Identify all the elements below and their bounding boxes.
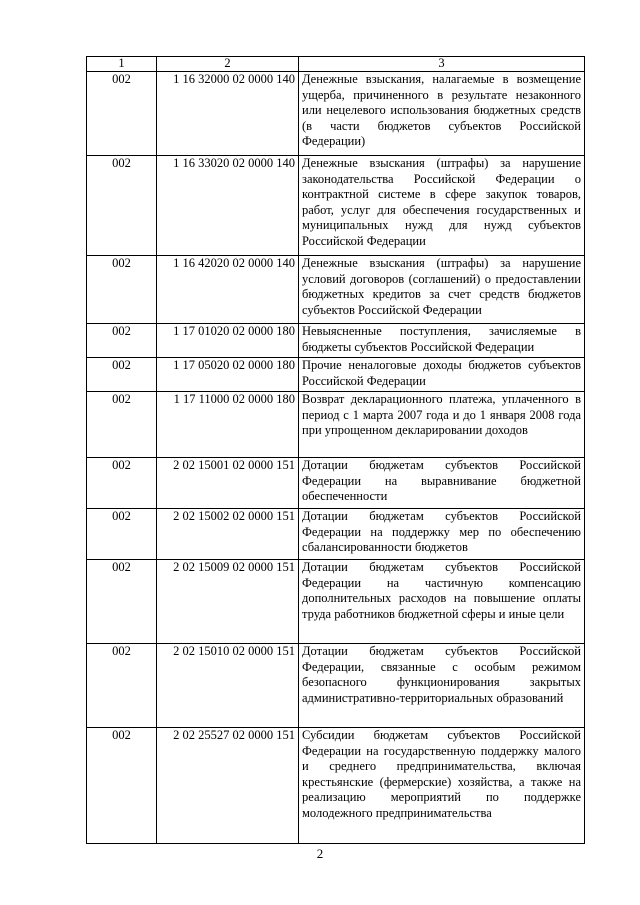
column-header-1: 1 [87, 57, 157, 72]
budget-code-cell: 2 02 15009 02 0000 151 [157, 560, 299, 644]
table-row [87, 72, 585, 156]
admin-code-cell: 002 [87, 358, 157, 392]
admin-code-cell: 002 [87, 256, 157, 324]
budget-code-cell: 2 02 15002 02 0000 151 [157, 509, 299, 560]
description-cell: Субсидии бюджетам субъектов Российской Федерации на государственную поддержку малого и среднего предпринимательства, включая крестьянские (фермерские) хозяйства, а также на реализацию мероприятий по поддержке молодежного предпринимательства [299, 728, 585, 844]
admin-code-cell: 002 [87, 644, 157, 728]
table-row [87, 458, 585, 509]
table-row [87, 509, 585, 560]
admin-code-cell: 002 [87, 509, 157, 560]
column-header-3: 3 [299, 57, 585, 72]
budget-code-cell: 1 17 11000 02 0000 180 [157, 392, 299, 458]
budget-code-cell: 1 16 32000 02 0000 140 [157, 72, 299, 156]
admin-code-cell: 002 [87, 728, 157, 844]
description-cell: Дотации бюджетам субъектов Российской Федерации, связанные с особым режимом безопасного функционирования закрытых административно-территориальных образований [299, 644, 585, 728]
budget-codes-table [86, 56, 585, 844]
table-row [87, 358, 585, 392]
admin-code-cell: 002 [87, 324, 157, 358]
table-row [87, 392, 585, 458]
budget-code-cell: 1 17 05020 02 0000 180 [157, 358, 299, 392]
table-row [87, 156, 585, 256]
description-cell: Дотации бюджетам субъектов Российской Федерации на поддержку мер по обеспечению сбалансированности бюджетов [299, 509, 585, 560]
description-cell: Денежные взыскания, налагаемые в возмещение ущерба, причиненного в результате незаконного или нецелевого использования бюджетных средств (в части бюджетов субъектов Российской Федерации) [299, 72, 585, 156]
description-cell: Невыясненные поступления, зачисляемые в бюджеты субъектов Российской Федерации [299, 324, 585, 358]
table-row [87, 324, 585, 358]
description-cell: Прочие неналоговые доходы бюджетов субъектов Российской Федерации [299, 358, 585, 392]
description-cell: Дотации бюджетам субъектов Российской Федерации на выравнивание бюджетной обеспеченности [299, 458, 585, 509]
table-row [87, 560, 585, 644]
table-row [87, 644, 585, 728]
description-cell: Дотации бюджетам субъектов Российской Федерации на частичную компенсацию дополнительных расходов на повышение оплаты труда работников бюджетной сферы и иные цели [299, 560, 585, 644]
column-header-2: 2 [157, 57, 299, 72]
budget-code-cell: 2 02 25527 02 0000 151 [157, 728, 299, 844]
budget-code-cell: 1 16 33020 02 0000 140 [157, 156, 299, 256]
admin-code-cell: 002 [87, 156, 157, 256]
header-row [87, 57, 585, 72]
admin-code-cell: 002 [87, 72, 157, 156]
budget-code-cell: 2 02 15010 02 0000 151 [157, 644, 299, 728]
table-row [87, 728, 585, 844]
budget-code-cell: 2 02 15001 02 0000 151 [157, 458, 299, 509]
description-cell: Возврат декларационного платежа, уплаченного в период с 1 марта 2007 года и до 1 января 2008 года при упрощенном декларировании доходов [299, 392, 585, 458]
table-row [87, 256, 585, 324]
admin-code-cell: 002 [87, 458, 157, 509]
description-cell: Денежные взыскания (штрафы) за нарушение условий договоров (соглашений) о предоставлении бюджетных кредитов за счет средств бюджетов субъектов Российской Федерации [299, 256, 585, 324]
budget-code-cell: 1 16 42020 02 0000 140 [157, 256, 299, 324]
page-number: 2 [316, 846, 324, 861]
description-cell: Денежные взыскания (штрафы) за нарушение законодательства Российской Федерации о контрактной системе в сфере закупок товаров, работ, услуг для обеспечения государственных и муниципальных нужд для нужд субъектов Российской Федерации [299, 156, 585, 256]
budget-code-cell: 1 17 01020 02 0000 180 [157, 324, 299, 358]
admin-code-cell: 002 [87, 560, 157, 644]
admin-code-cell: 002 [87, 392, 157, 458]
